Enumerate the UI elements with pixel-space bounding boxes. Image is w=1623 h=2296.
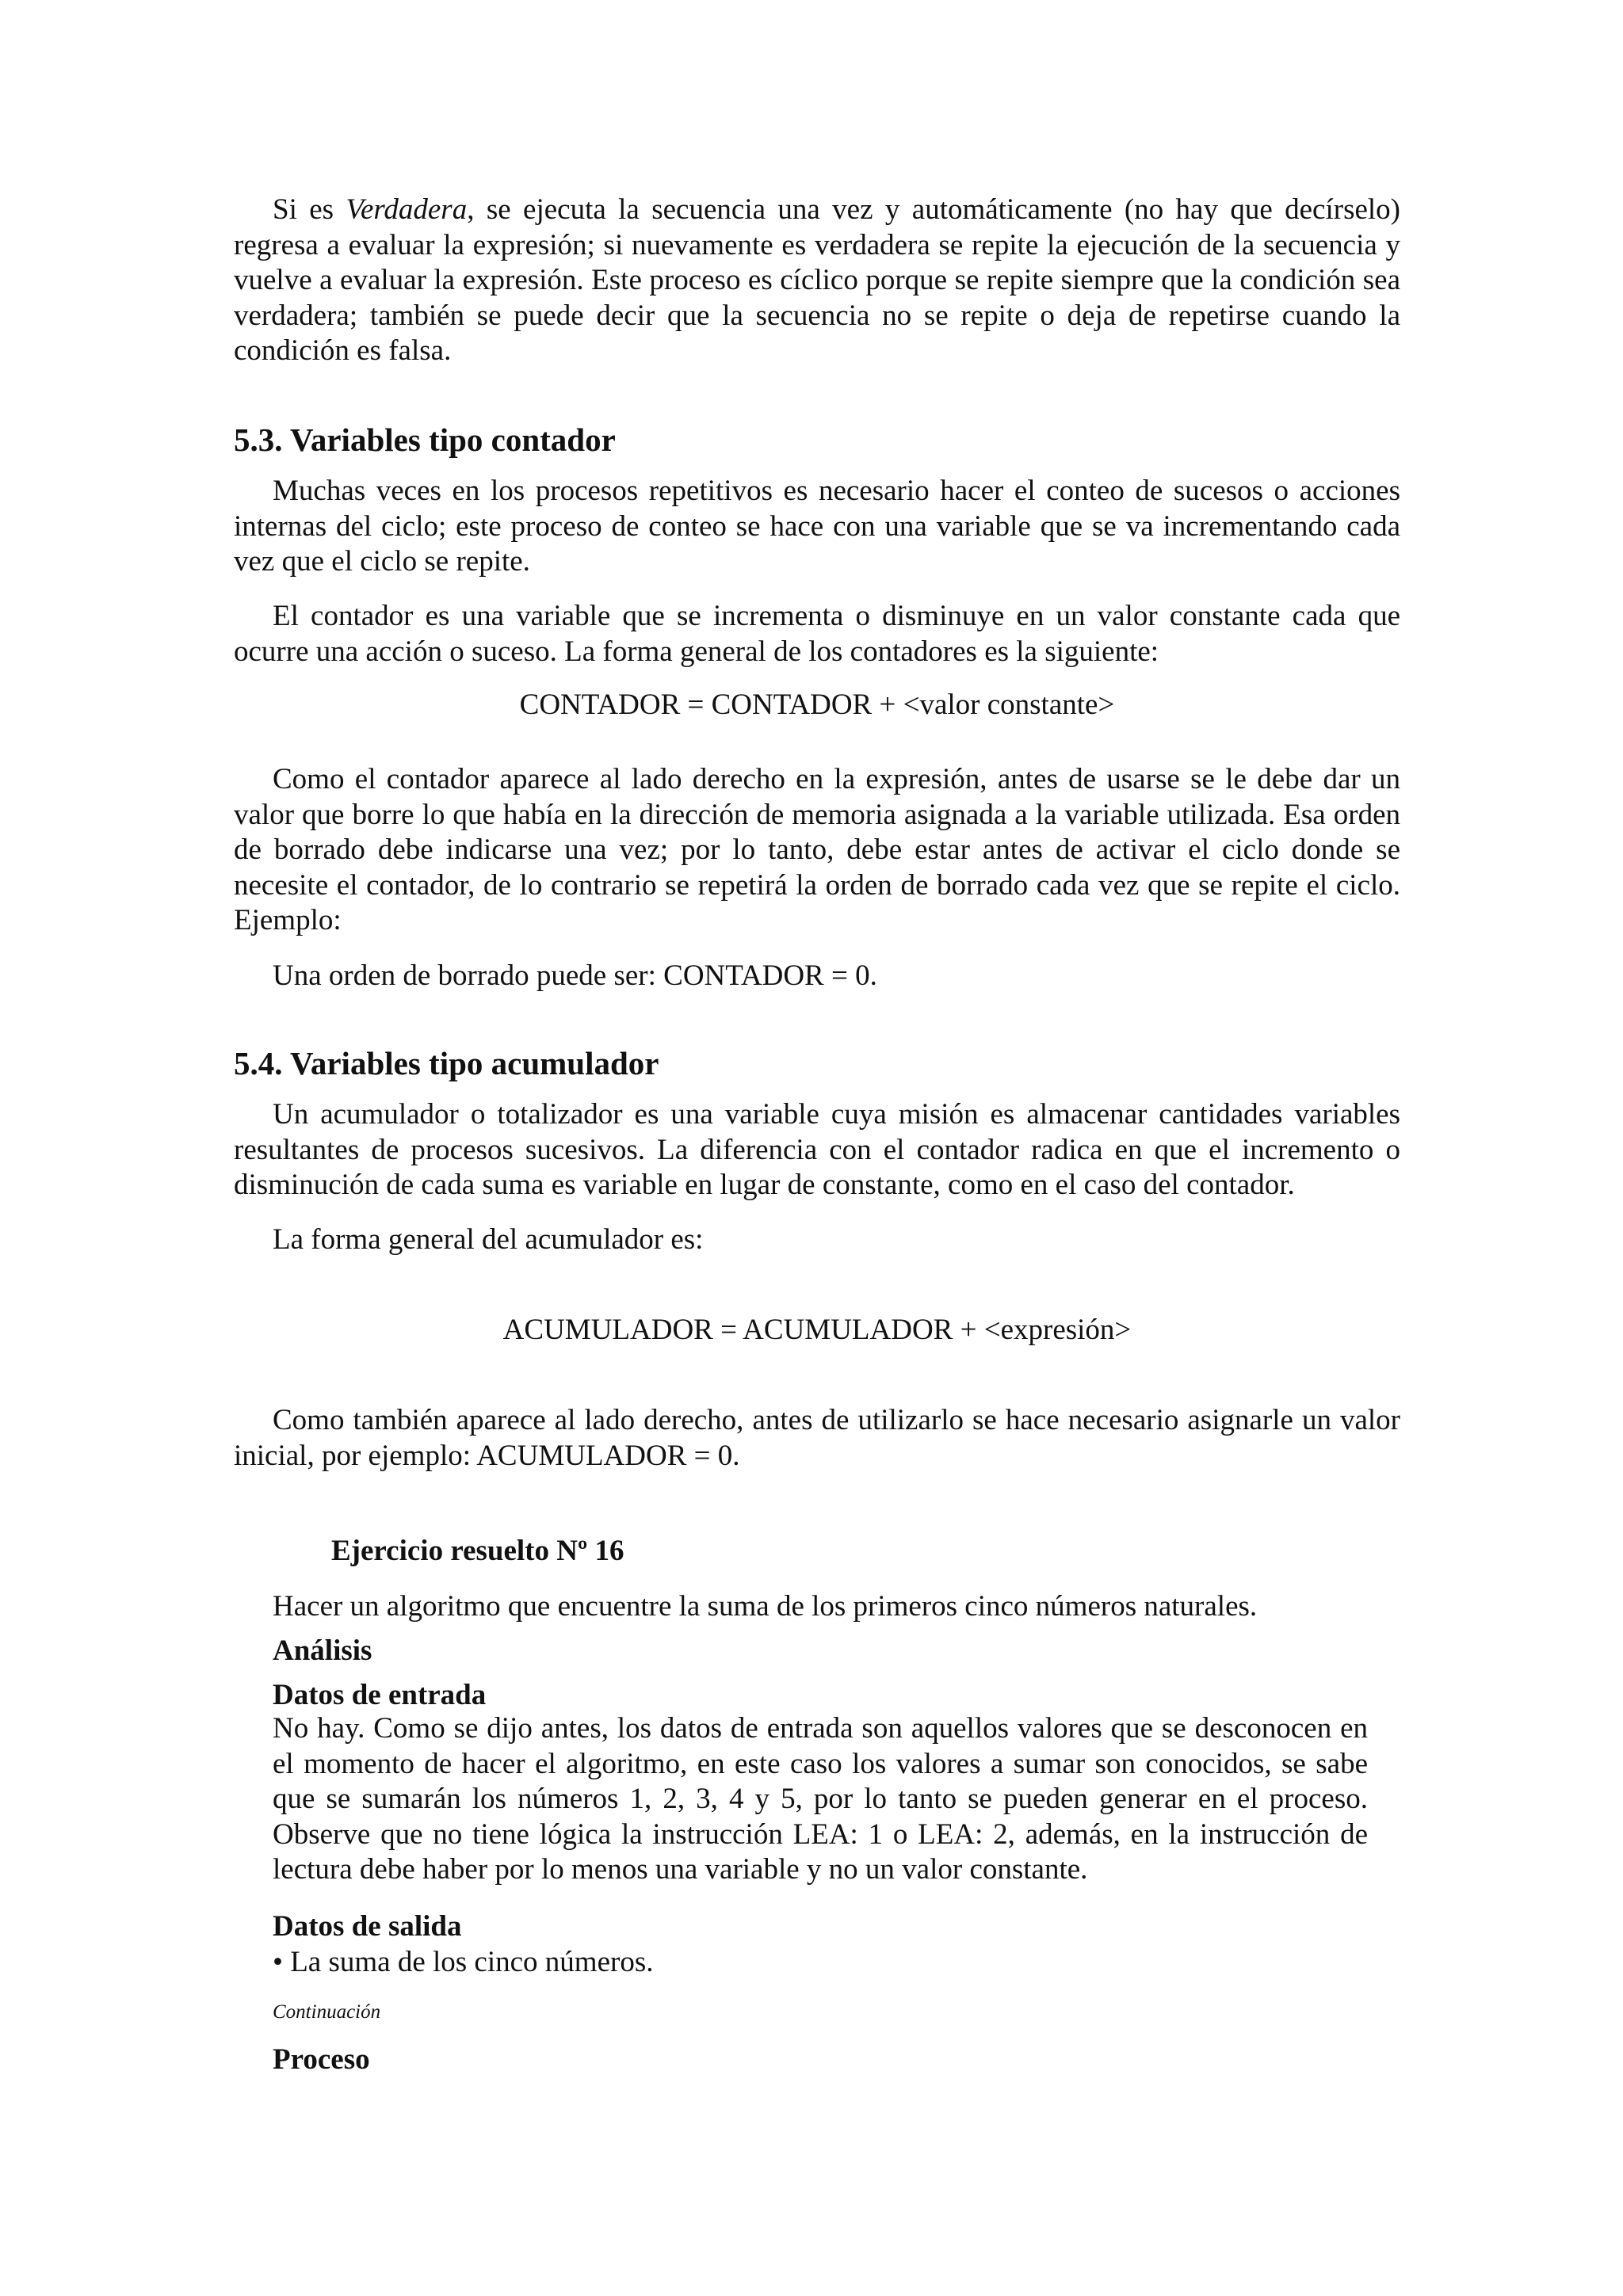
analysis-label: Análisis <box>273 1634 372 1667</box>
output-data-item: • La suma de los cinco números. <box>273 1946 654 1978</box>
section-heading-5-3: 5.3. Variables tipo contador <box>234 421 616 458</box>
output-data-label: Datos de salida <box>273 1910 462 1943</box>
process-label: Proceso <box>273 2043 370 2076</box>
exercise-statement: Hacer un algoritmo que encuentre la suma de los primeros cinco números naturales. <box>273 1590 1258 1623</box>
input-data-label: Datos de entrada <box>273 1679 487 1711</box>
paragraph-contador-definition: El contador es una variable que se incrementa o disminuye en un valor constante cada que ocurre una acción o suceso. La forma general de los contadores es la siguiente: <box>234 600 1400 668</box>
section-heading-5-4: 5.4. Variables tipo acumulador <box>234 1045 659 1081</box>
paragraph-intro-lead: Si es <box>273 193 346 226</box>
paragraph-contador-explanation: Como el contador aparece al lado derecho en la expresión, antes de usarse se le debe dar un valor que borre lo que había en la dirección de memoria asignada a la variable utilizada. Esa orden de borrado debe indicarse una vez; por lo tanto, debe estar antes de activar el ciclo donde se necesite el contador, de lo contrario se repetirá la orden de borrado cada vez que se repite el ciclo. Ejemplo: <box>234 763 1400 936</box>
exercise-title: Ejercicio resuelto Nº 16 <box>331 1535 624 1567</box>
paragraph-acumulador-initial: Como también aparece al lado derecho, antes de utilizarlo se hace necesario asignarle un valor inicial, por ejemplo: ACUMULADOR = 0. <box>234 1404 1400 1472</box>
paragraph-contador-intro: Muchas veces en los procesos repetitivos es necesario hacer el conteo de sucesos o acciones internas del ciclo; este proceso de conteo se hace con una variable que se va incrementando cada vez que el ciclo se repite. <box>234 475 1400 578</box>
paragraph-intro <box>234 193 1400 369</box>
formula-contador: CONTADOR = CONTADOR + <valor constante> <box>519 688 1115 721</box>
paragraph-acumulador-intro: Un acumulador o totalizador es una variable cuya misión es almacenar cantidades variables resultantes de procesos sucesivos. La diferencia con el contador radica en que el incremento o disminución de cada suma es variable en lugar de constante, como en el caso del contador. <box>234 1098 1400 1201</box>
paragraph-intro-text: , se ejecuta la secuencia una vez y automáticamente (no hay que decírselo) regresa a evaluar la expresión; si nuevamente es verdadera se repite la ejecución de la secuencia y vuelve a evaluar la expresión. Este proceso es cíclico porque se repite siempre que la condición sea verdadera; también se puede decir que la secuencia no se repite o deja de repetirse cuando la condición es falsa. <box>234 193 1401 367</box>
paragraph-acumulador-form: La forma general del acumulador es: <box>273 1223 704 1256</box>
italic-verdadera: Verdadera <box>346 193 468 226</box>
input-data-text: No hay. Como se dijo antes, los datos de entrada son aquellos valores que se desconocen en el momento de hacer el algoritmo, en este caso los valores a sumar son conocidos, se sabe que se sumarán los números 1, 2, 3, 4 y 5, por lo tanto se pueden generar en el proceso. Observe que no tiene lógica la instrucción LEA: 1 o LEA: 2, además, en la instrucción de lectura debe haber por lo menos una variable y no un valor constante. <box>273 1712 1368 1886</box>
continuation-note: Continuación <box>273 2001 381 2023</box>
formula-acumulador: ACUMULADOR = ACUMULADOR + <expresión> <box>502 1314 1132 1346</box>
paragraph-contador-example: Una orden de borrado puede ser: CONTADOR = 0. <box>273 959 877 992</box>
